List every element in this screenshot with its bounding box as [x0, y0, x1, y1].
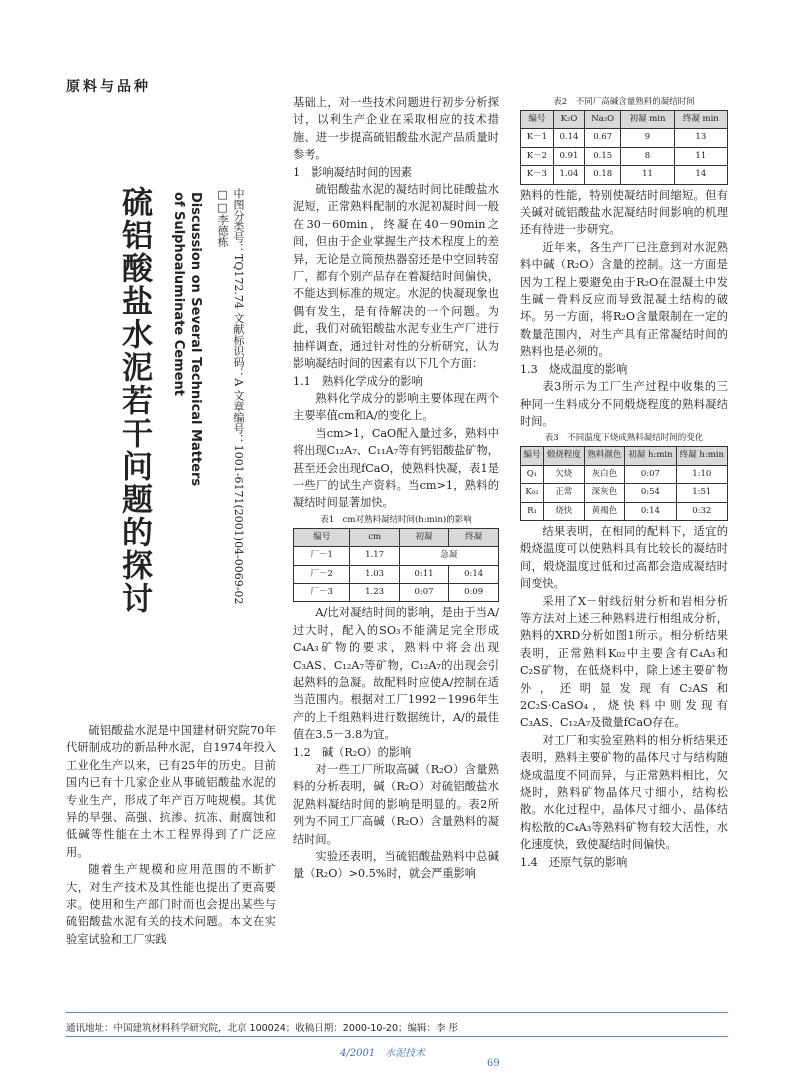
table-cell: 0.18 — [585, 166, 621, 184]
table-cell: 0:09 — [449, 583, 499, 601]
table-cell: 正常 — [543, 484, 584, 502]
table-cell: 0:11 — [399, 565, 449, 583]
classification: 中图分类号：TQ172.74 文献标识码：A 文章编号：1001-6171(2001)04-0069-02 — [232, 188, 245, 605]
paragraph: 硫铝酸盐水泥是中国建材研究院70年代研制成功的新品种水泥，自1974年投入工业化生产以来，已有25年的历史。目前国内已有十几家企业从事硫铝酸盐水泥的专业生产，形成了年产百万吨规模。其优异的早强、高强、抗渗、抗冻、耐腐蚀和低碱等性能在土木工程界得到了广泛应用。 — [66, 724, 276, 859]
table-row — [521, 502, 728, 520]
paragraph: 熟料化学成分的影响主要体现在两个主要率值cm和A/的变化上。 — [293, 391, 499, 423]
table-row — [521, 465, 728, 483]
heading: 1.4 还原气氛的影响 — [520, 855, 628, 869]
table-header: 编号 — [521, 447, 544, 465]
footer-note: 通讯地址：中国建筑材料科学研究院，北京 100024；收稿日期：2000-10-20；编辑：李 彤 — [66, 1023, 459, 1034]
title-en-line2: of Sulphoaluminate Cement — [171, 192, 186, 396]
table-header: 终凝 — [449, 528, 499, 546]
page-number: 69 — [487, 1058, 500, 1069]
title-en-line1: Discussion on Several Technical Matters — [188, 192, 203, 487]
table-cell: 厂－1 — [294, 547, 350, 565]
table-cell: 0:07 — [625, 465, 676, 483]
footer-divider — [66, 1012, 728, 1013]
paragraph: 基础上，对一些技术问题进行初步分析探讨，以利生产企业在采取相应的技术措施、进一步提高硫铝酸盐水泥产品质量时参考。 — [293, 96, 499, 162]
table-cell: K－3 — [521, 166, 554, 184]
table-header: Na₂O — [585, 111, 621, 129]
table-cell: 厂－2 — [294, 565, 350, 583]
table-row — [521, 129, 728, 147]
table-cell: 0:14 — [449, 565, 499, 583]
table-3 — [520, 432, 728, 521]
table-cell: 14 — [674, 166, 727, 184]
table-header: cm — [350, 528, 399, 546]
table-cell: 黄褐色 — [584, 502, 625, 520]
table-cell: 9 — [621, 129, 674, 147]
table — [520, 110, 728, 185]
table-caption: 表2 不同厂高碱含量熟料的凝结时间 — [553, 97, 695, 107]
table-cell: K₀₂ — [521, 484, 544, 502]
table-row — [521, 166, 728, 184]
table-cell: K－2 — [521, 147, 554, 165]
table-cell: R₁ — [521, 502, 544, 520]
paragraph: 随着生产规模和应用范围的不断扩大，对生产技术及其性能也提出了更高要求。使用和生产部门时而也会提出某些与硫铝酸盐水泥有关的技术问题。本文在实验室试验和工厂实践 — [66, 863, 276, 946]
table-header: 终凝 min — [674, 111, 727, 129]
issue-label: 4/2001 水泥技术 — [340, 1048, 426, 1059]
table-cell: 1.23 — [350, 583, 399, 601]
title-zh: 硫铝酸盐水泥若干问题的探讨 — [116, 186, 152, 615]
table-1 — [293, 514, 499, 603]
table-cell: 0.67 — [585, 129, 621, 147]
paragraph: 采用了X－射线衍射分析和岩相分析等方法对上述三种熟料进行相组成分析，熟料的XRD分析如图1所示。相分析结果表明，正常熟料K₀₂中主要含有C₄A₃和C₂S矿物，在低烧料中，除上述主要矿物外，还明显发现有C₂AS和2C₂S·CaSO₄，烧快料中则发现有C₃AS、C₁₂A₇及微量fCaO存在。 — [520, 594, 728, 730]
heading: 1.3 烧成温度的影响 — [520, 362, 628, 376]
paragraph: 实验还表明，当硫铝酸盐熟料中总碱量（R₂O）>0.5%时，就会严重影响 — [293, 850, 499, 881]
table-cell: 1:10 — [676, 465, 727, 483]
table-row — [294, 547, 499, 565]
table-cell: 烧快 — [543, 502, 584, 520]
table-cell: 0.14 — [553, 129, 584, 147]
table-cell: 1.17 — [350, 547, 399, 565]
table-cell: K－1 — [521, 129, 554, 147]
table-cell: 0.15 — [585, 147, 621, 165]
table-cell: 0:07 — [399, 583, 449, 601]
table-header: 编号 — [521, 111, 554, 129]
table-2 — [520, 96, 728, 185]
table-header: 编号 — [294, 528, 350, 546]
table-caption: 表3 不同温度下烧成熟料凝结时间的变化 — [544, 433, 704, 444]
table-caption: 表1 cm对熟料凝结时间(h:min)的影响 — [320, 514, 472, 525]
table — [293, 528, 499, 603]
paragraph: 对一些工厂所取高碱（R₂O）含量熟料的分析表明，碱（R₂O）对硫铝酸盐水泥熟料凝结时间的影响是明显的。表2所列为不同工厂高碱（R₂O）含量熟料的凝结时间。 — [293, 763, 499, 846]
paragraph: 硫铝酸盐水泥的凝结时间比硅酸盐水泥短，正常熟料配制的水泥初凝时间一般在30－60min，终凝在40－90min之间，但由于企业掌握生产技术程度上的差异，无论是立筒预热器窑还是中空回转窑厂，都有个别产品存在着凝结时间偏快，不能达到标准的规定。水泥的快凝现象也偶有发生，是有待解决的一个问题。为此，我们对硫铝酸盐水泥专业生产厂进行抽样调查，通过针对性的分析研究，认为影响凝结时间的因素有以下几个方面： — [293, 183, 499, 371]
table-cell: 灰白色 — [584, 465, 625, 483]
paragraph: A/比对凝结时间的影响，是由于当A/过大时，配入的SO₃不能满足完全形成C₄A₃矿物的要求，熟料中将会出现C₃AS、C₁₂A₇等矿物，C₁₂A₇的出现会引起熟料的急凝。故配料时应使A/控制在适当范围内。根据对工厂1992－1996年生产的上千组熟料进行数据统计，A/的最佳值在3.5－3.8为宜。 — [293, 606, 499, 742]
heading: 1 影响凝结时间的因素 — [293, 165, 412, 179]
column-2 — [293, 94, 499, 883]
table-header: K₂O — [553, 111, 584, 129]
author: □□李德栋 — [216, 188, 229, 247]
table-cell: 0:32 — [676, 502, 727, 520]
paragraph: 熟料的性能，特别使凝结时间缩短。但有关碱对硫铝酸盐水泥凝结时间影响的机理还有待进一步研究。 — [520, 188, 728, 237]
table-header: 煅烧程度 — [543, 447, 584, 465]
table-cell: 13 — [674, 129, 727, 147]
table-cell: 1:51 — [676, 484, 727, 502]
heading: 1.2 碱（R₂O）的影响 — [293, 745, 412, 759]
table — [520, 446, 728, 521]
article-meta — [214, 188, 246, 605]
table-header: 熟料颜色 — [584, 447, 625, 465]
table-cell: 厂－3 — [294, 583, 350, 601]
heading: 1.1 熟料化学成分的影响 — [293, 374, 423, 388]
paragraph: 当cm>1，CaO配入量过多，熟料中将出现C₁₂A₇、C₁₁A₇等有钙铝酸盐矿物，甚至还会出现fCaO，使熟料快凝，表1是一些厂的试生产资料。当cm>1，熟料的凝结时间显著加快。 — [293, 426, 499, 510]
table-cell: 深灰色 — [584, 484, 625, 502]
paragraph: 近年来，各生产厂已注意到对水泥熟料中碱（R₂O）含量的控制。这一方面是因为工程上要避免由于R₂O在混凝土中发生碱－骨料反应而导致混凝土结构的破坏。另一方面，将R₂O含量限制在一定的数量范围内，对生产具有正常凝结时间的熟料也是必须的。 — [520, 240, 728, 359]
table-cell: 11 — [674, 147, 727, 165]
table-cell: 0:14 — [625, 502, 676, 520]
paragraph: 表3所示为工厂生产过程中收集的三种同一生料成分不同煅烧程度的熟料凝结时间。 — [520, 380, 728, 428]
section-label: 原料与品种 — [66, 79, 151, 95]
table-row — [521, 147, 728, 165]
paragraph: 对工厂和实验室熟料的相分析结果还表明，熟料主要矿物的晶体尺寸与结构随烧成温度不同而异，与正常熟料相比，欠烧时，熟料矿物晶体尺寸细小，结构松散。水化过程中，晶体尺寸细小、晶体结构松散的C₄A₃等熟料矿物有较大活性，水化速度快，致使凝结时间偏快。 — [520, 733, 728, 852]
table-cell: 0.91 — [553, 147, 584, 165]
table-cell: 1.03 — [350, 565, 399, 583]
paragraph: 结果表明，在相同的配料下，适宜的煅烧温度可以使熟料具有比较长的凝结时间，煅烧温度过低和过高都会造成凝结时间变快。 — [520, 524, 728, 591]
table-row — [294, 583, 499, 601]
table-header: 初凝 min — [621, 111, 674, 129]
column-3 — [520, 94, 728, 871]
table-cell: 1.04 — [553, 166, 584, 184]
table-header: 终凝 h:min — [676, 447, 727, 465]
footer-divider — [66, 1036, 728, 1037]
table-header: 初凝 — [399, 528, 449, 546]
table-cell: 0:54 — [625, 484, 676, 502]
column-1 — [66, 722, 276, 948]
table-cell: Q₁ — [521, 465, 544, 483]
title-en — [170, 192, 204, 486]
table-cell: 急凝 — [399, 547, 498, 565]
table-cell: 欠烧 — [543, 465, 584, 483]
table-cell: 11 — [621, 166, 674, 184]
table-row — [521, 484, 728, 502]
table-header: 初凝 h:min — [625, 447, 676, 465]
table-cell: 8 — [621, 147, 674, 165]
table-row — [294, 565, 499, 583]
